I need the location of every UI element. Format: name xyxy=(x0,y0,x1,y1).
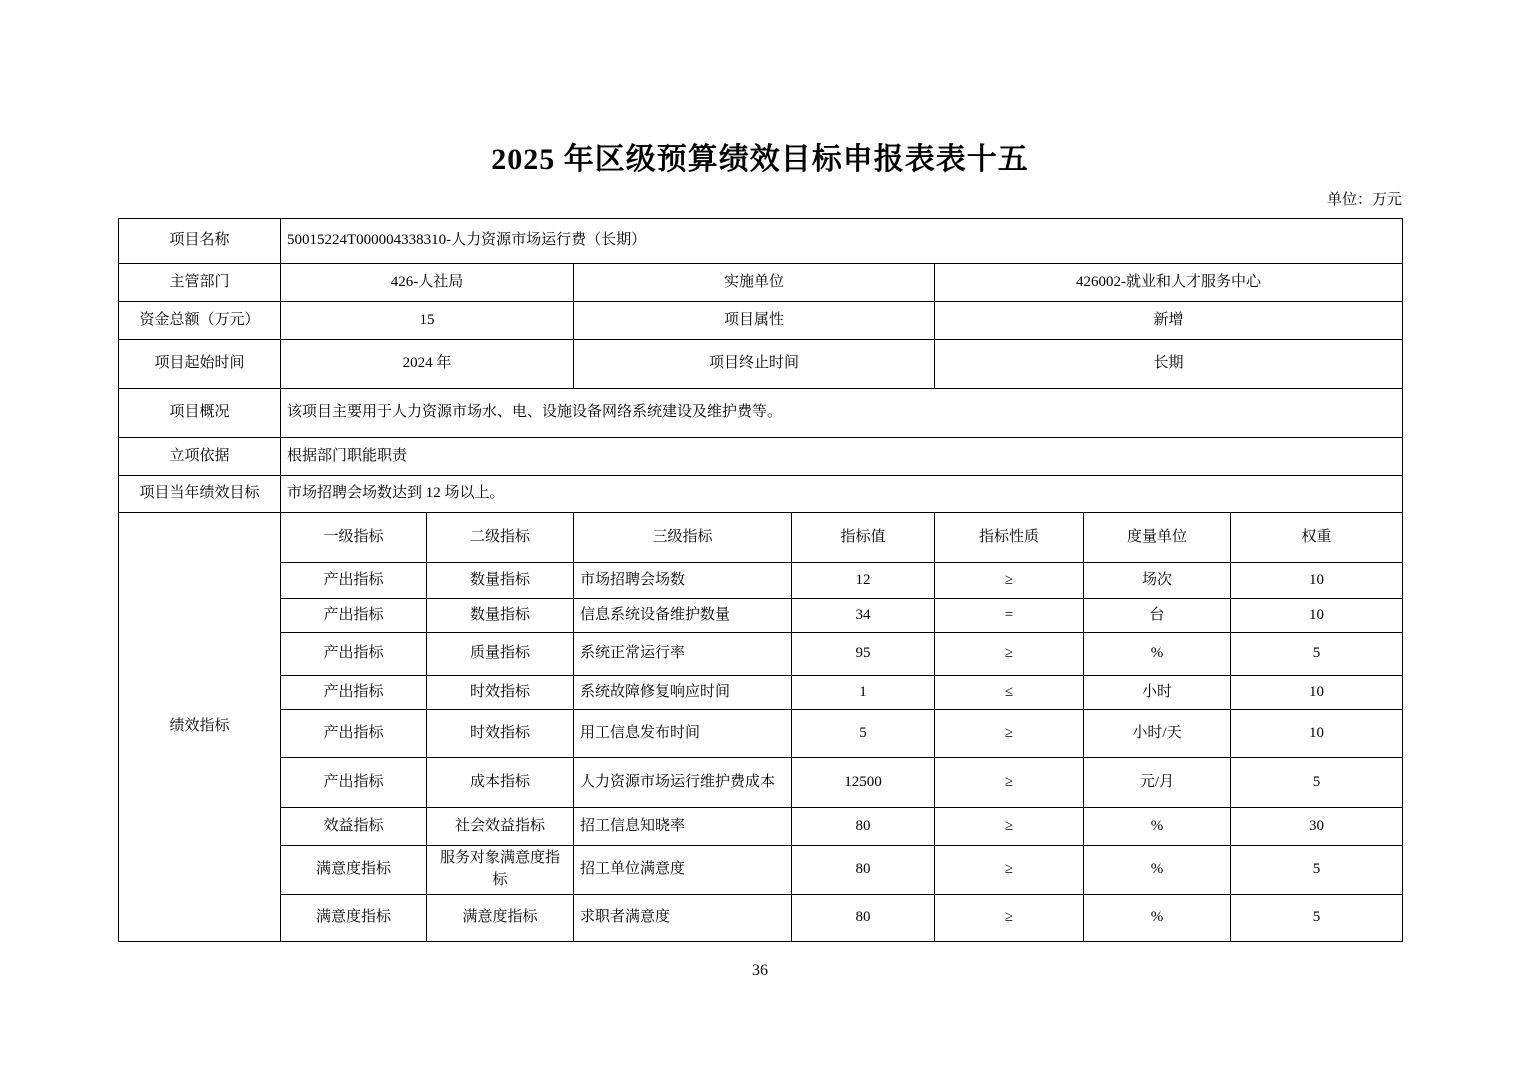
row-overview xyxy=(119,389,1403,438)
project-name-value: 50015224T000004338310-人力资源市场运行费（长期） xyxy=(281,219,1403,264)
end-time-value: 长期 xyxy=(935,340,1403,389)
indicator-level2: 社会效益指标 xyxy=(427,808,574,846)
indicator-unit: 台 xyxy=(1084,599,1231,633)
indicator-level1: 满意度指标 xyxy=(281,846,427,895)
total-fund-label: 资金总额（万元） xyxy=(119,302,281,340)
indicator-level2: 质量指标 xyxy=(427,633,574,676)
indicator-level1: 满意度指标 xyxy=(281,894,427,941)
indicator-unit: 元/月 xyxy=(1084,758,1231,808)
overview-label: 项目概况 xyxy=(119,389,281,438)
total-fund-value: 15 xyxy=(281,302,574,340)
indicator-level1: 产出指标 xyxy=(281,758,427,808)
row-project-name xyxy=(119,219,1403,264)
indicator-row xyxy=(119,808,1403,846)
indicator-header-level3: 三级指标 xyxy=(574,513,792,563)
indicator-weight: 10 xyxy=(1231,599,1403,633)
indicator-level3: 市场招聘会场数 xyxy=(574,563,792,599)
row-annual-goal xyxy=(119,476,1403,513)
indicator-header-level2: 二级指标 xyxy=(427,513,574,563)
indicator-value: 80 xyxy=(792,894,935,941)
indicator-row xyxy=(119,676,1403,710)
indicator-value: 95 xyxy=(792,633,935,676)
indicator-weight: 10 xyxy=(1231,563,1403,599)
impl-unit-label: 实施单位 xyxy=(574,264,935,302)
impl-unit-value: 426002-就业和人才服务中心 xyxy=(935,264,1403,302)
indicator-weight: 10 xyxy=(1231,676,1403,710)
indicators-section-label: 绩效指标 xyxy=(119,513,281,942)
indicator-nature: ≥ xyxy=(935,758,1084,808)
annual-goal-value: 市场招聘会场数达到 12 场以上。 xyxy=(281,476,1403,513)
indicator-value: 80 xyxy=(792,808,935,846)
indicator-row xyxy=(119,846,1403,895)
indicator-nature: ≥ xyxy=(935,563,1084,599)
indicator-unit: 小时 xyxy=(1084,676,1231,710)
indicator-value: 80 xyxy=(792,846,935,895)
dept-label: 主管部门 xyxy=(119,264,281,302)
indicator-nature: ≥ xyxy=(935,894,1084,941)
indicator-row xyxy=(119,633,1403,676)
end-time-label: 项目终止时间 xyxy=(574,340,935,389)
indicator-level1: 产出指标 xyxy=(281,676,427,710)
indicator-row xyxy=(119,599,1403,633)
indicator-unit: 场次 xyxy=(1084,563,1231,599)
indicator-nature: ≤ xyxy=(935,676,1084,710)
indicator-level2: 时效指标 xyxy=(427,676,574,710)
indicator-unit: % xyxy=(1084,846,1231,895)
indicator-level3: 信息系统设备维护数量 xyxy=(574,599,792,633)
indicator-level1: 产出指标 xyxy=(281,710,427,758)
indicator-level2: 数量指标 xyxy=(427,599,574,633)
page-title: 2025 年区级预算绩效目标申报表表十五 xyxy=(491,143,1029,176)
indicator-level3: 用工信息发布时间 xyxy=(574,710,792,758)
row-time xyxy=(119,340,1403,389)
unit-note: 单位：万元 xyxy=(1326,192,1402,208)
indicator-weight: 5 xyxy=(1231,758,1403,808)
indicator-nature: = xyxy=(935,599,1084,633)
indicator-header-nature: 指标性质 xyxy=(935,513,1084,563)
row-dept xyxy=(119,264,1403,302)
indicator-level3: 系统正常运行率 xyxy=(574,633,792,676)
indicator-unit: % xyxy=(1084,808,1231,846)
indicator-header-value: 指标值 xyxy=(792,513,935,563)
indicator-nature: ≥ xyxy=(935,808,1084,846)
row-basis xyxy=(119,438,1403,476)
indicator-unit: 小时/天 xyxy=(1084,710,1231,758)
indicator-row xyxy=(119,758,1403,808)
indicator-level1: 产出指标 xyxy=(281,633,427,676)
row-total-fund xyxy=(119,302,1403,340)
indicator-unit: % xyxy=(1084,633,1231,676)
indicator-level2: 满意度指标 xyxy=(427,894,574,941)
indicator-header-unit: 度量单位 xyxy=(1084,513,1231,563)
indicator-row xyxy=(119,563,1403,599)
start-time-value: 2024 年 xyxy=(281,340,574,389)
attribute-value: 新增 xyxy=(935,302,1403,340)
indicator-level2: 成本指标 xyxy=(427,758,574,808)
indicator-level3: 求职者满意度 xyxy=(574,894,792,941)
indicator-level1: 效益指标 xyxy=(281,808,427,846)
indicator-level1: 产出指标 xyxy=(281,563,427,599)
indicator-nature: ≥ xyxy=(935,846,1084,895)
indicator-value: 12 xyxy=(792,563,935,599)
indicator-unit: % xyxy=(1084,894,1231,941)
indicator-value: 5 xyxy=(792,710,935,758)
indicator-level3: 招工信息知晓率 xyxy=(574,808,792,846)
indicator-nature: ≥ xyxy=(935,633,1084,676)
indicator-header-weight: 权重 xyxy=(1231,513,1403,563)
indicator-value: 34 xyxy=(792,599,935,633)
indicator-nature: ≥ xyxy=(935,710,1084,758)
indicator-weight: 5 xyxy=(1231,846,1403,895)
basis-label: 立项依据 xyxy=(119,438,281,476)
indicator-value: 12500 xyxy=(792,758,935,808)
indicator-level2: 数量指标 xyxy=(427,563,574,599)
page-number: 36 xyxy=(752,962,768,979)
indicator-row xyxy=(119,894,1403,941)
indicator-header-row xyxy=(119,513,1403,563)
indicator-level1: 产出指标 xyxy=(281,599,427,633)
overview-value: 该项目主要用于人力资源市场水、电、设施设备网络系统建设及维护费等。 xyxy=(281,389,1403,438)
indicator-weight: 5 xyxy=(1231,894,1403,941)
budget-form-table xyxy=(118,218,1403,942)
annual-goal-label: 项目当年绩效目标 xyxy=(119,476,281,513)
attribute-label: 项目属性 xyxy=(574,302,935,340)
indicator-weight: 30 xyxy=(1231,808,1403,846)
indicator-level3: 招工单位满意度 xyxy=(574,846,792,895)
dept-value: 426-人社局 xyxy=(281,264,574,302)
indicator-value: 1 xyxy=(792,676,935,710)
indicator-level2: 服务对象满意度指标 xyxy=(427,846,574,895)
start-time-label: 项目起始时间 xyxy=(119,340,281,389)
indicator-level2: 时效指标 xyxy=(427,710,574,758)
indicator-weight: 5 xyxy=(1231,633,1403,676)
indicator-level3: 系统故障修复响应时间 xyxy=(574,676,792,710)
project-name-label: 项目名称 xyxy=(119,219,281,264)
indicator-header-level1: 一级指标 xyxy=(281,513,427,563)
basis-value: 根据部门职能职责 xyxy=(281,438,1403,476)
indicator-level3: 人力资源市场运行维护费成本 xyxy=(574,758,792,808)
indicator-weight: 10 xyxy=(1231,710,1403,758)
indicator-row xyxy=(119,710,1403,758)
